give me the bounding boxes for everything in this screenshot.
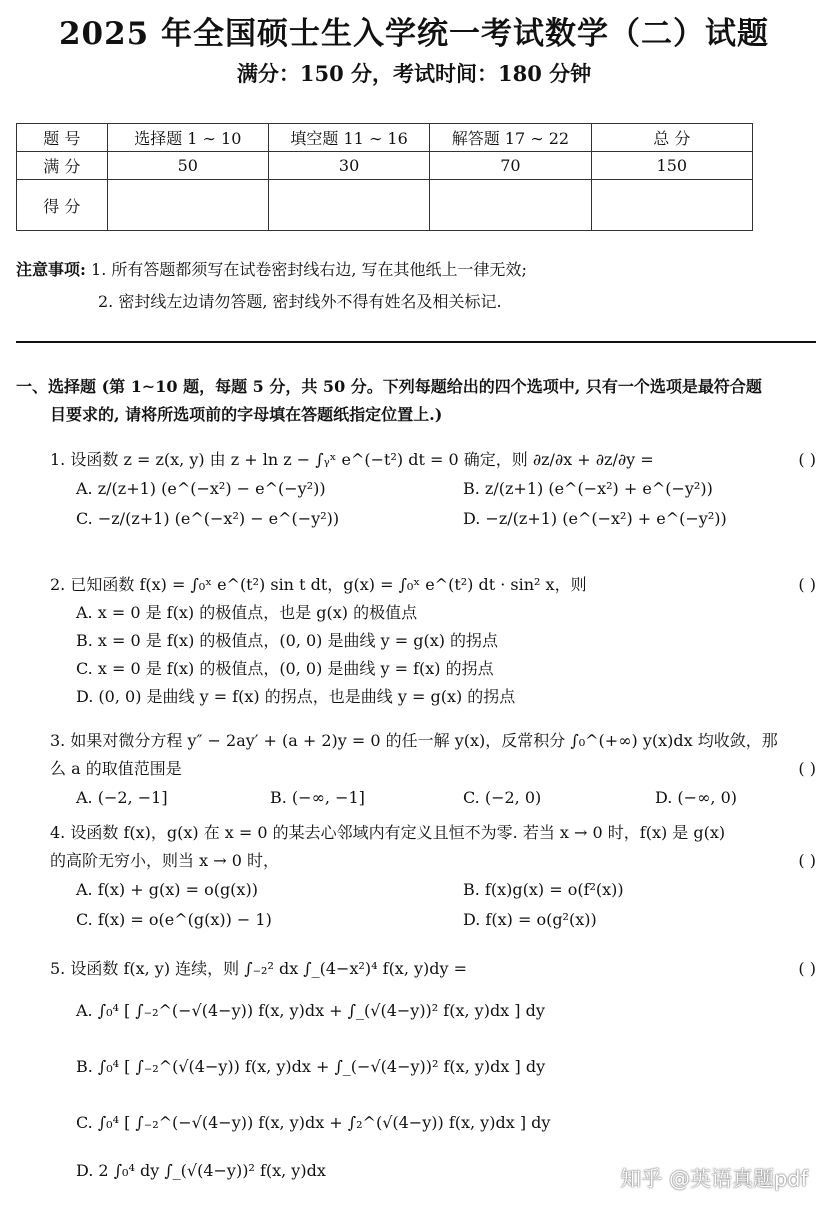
section-heading [16,373,816,429]
option-a: A. ∫₀⁴ [ ∫₋₂^(−√(4−y)) f(x, y)dx + ∫_(√(4−y))² f(x, y)dx ] dy [76,1001,545,1020]
table-header-cell: 总 分 [591,124,752,152]
note-item: 1. 所有答题都须写在试卷密封线右边, 写在其他纸上一律无效; [91,260,527,279]
option-a: A. f(x) + g(x) = o(g(x)) [76,880,258,899]
option-d: D. f(x) = o(g²(x)) [463,910,597,929]
table-header-cell: 解答题 17 ∼ 22 [430,124,591,152]
table-header-cell: 题 号 [17,124,108,152]
page-title: 2025 年全国硕士生入学统一考试数学（二）试题 [58,16,770,52]
question-text: 么 a 的取值范围是 [50,759,182,778]
option-c: C. x = 0 是 f(x) 的极值点，(0, 0) 是曲线 y = f(x) 的拐点 [76,659,494,678]
answer-paren: ( ) [798,959,816,978]
question-stem [50,571,816,599]
question-1 [50,446,816,534]
question-stem [50,847,816,875]
score-blank-cell [107,180,268,231]
watermark-text: 知乎 @英语真题pdf [620,1167,808,1191]
table-header-cell: 填空题 11 ∼ 16 [268,124,429,152]
notes-label: 注意事项: [16,260,86,279]
option-b: B. (−∞, −1] [270,788,365,807]
option-c: C. ∫₀⁴ [ ∫₋₂^(−√(4−y)) f(x, y)dx + ∫₂^(√(4−y)) f(x, y)dx ] dy [76,1113,551,1132]
section-line: 目要求的, 请将所选项前的字母填在答题纸指定位置上.) [50,405,443,424]
question-text: 4. 设函数 f(x)，g(x) 在 x = 0 的某去心邻域内有定义且恒不为零. 若当 x → 0 时，f(x) 是 g(x) [50,823,726,842]
answer-paren: ( ) [798,851,816,870]
question-5 [50,955,816,1191]
option-a: A. z/(z+1) (e^(−x²) − e^(−y²)) [76,479,326,498]
option-b: B. z/(z+1) (e^(−x²) + e^(−y²)) [463,479,713,498]
question-stem [50,819,816,847]
table-cell: 得 分 [17,180,108,231]
question-text: 1. 设函数 z = z(x, y) 由 z + ln z − ∫ᵧˣ e^(−t²) dt = 0 确定，则 ∂z/∂x + ∂z/∂y = [50,450,654,469]
option-b: B. f(x)g(x) = o(f²(x)) [463,880,624,899]
section-line: 一、选择题 (第 1∼10 题，每题 5 分，共 50 分。下列每题给出的四个选项中, 只有一个选项是最符合题 [16,377,762,396]
score-table [16,123,753,231]
table-cell: 30 [268,152,429,180]
question-stem [50,727,816,755]
options-row [50,783,816,813]
option-d: D. 2 ∫₀⁴ dy ∫_(√(4−y))² f(x, y)dx [76,1161,326,1180]
table-header-cell: 选择题 1 ∼ 10 [107,124,268,152]
question-text: 2. 已知函数 f(x) = ∫₀ˣ e^(t²) sin t dt，g(x) = ∫₀ˣ e^(t²) dt · sin² x，则 [50,575,587,594]
options-row [50,905,816,935]
question-text: 3. 如果对微分方程 y″ − 2ay′ + (a + 2)y = 0 的任一解 y(x)，反常积分 ∫₀^(+∞) y(x)dx 均收敛，那 [50,731,778,750]
options-row [50,875,816,905]
option-d: D. (0, 0) 是曲线 y = f(x) 的拐点，也是曲线 y = g(x) 的拐点 [76,687,516,706]
question-stem [50,755,816,783]
table-cell: 70 [430,152,591,180]
table-cell: 满 分 [17,152,108,180]
question-stem [50,446,816,474]
answer-paren: ( ) [798,575,816,594]
answer-paren: ( ) [798,450,816,469]
table-row [17,124,753,152]
page-subtitle: 满分：150 分，考试时间：180 分钟 [236,61,592,86]
notes-block [16,254,527,318]
option-b: B. ∫₀⁴ [ ∫₋₂^(√(4−y)) f(x, y)dx + ∫_(−√(4−y))² f(x, y)dx ] dy [76,1057,546,1076]
answer-paren: ( ) [798,759,816,778]
question-text: 的高阶无穷小，则当 x → 0 时， [50,851,279,870]
score-blank-cell [268,180,429,231]
score-blank-cell [591,180,752,231]
question-text: 5. 设函数 f(x, y) 连续，则 ∫₋₂² dx ∫_(4−x²)⁴ f(x, y)dy = [50,959,468,978]
table-cell: 150 [591,152,752,180]
question-4 [50,819,816,935]
options-row [50,474,816,504]
option-a: A. x = 0 是 f(x) 的极值点，也是 g(x) 的极值点 [76,603,418,622]
option-c: C. (−2, 0) [463,788,542,807]
option-c: C. −z/(z+1) (e^(−x²) − e^(−y²)) [76,509,340,528]
option-b: B. x = 0 是 f(x) 的极值点，(0, 0) 是曲线 y = g(x) 的拐点 [76,631,499,650]
table-row [17,180,753,231]
score-blank-cell [430,180,591,231]
option-d: D. −z/(z+1) (e^(−x²) + e^(−y²)) [463,509,727,528]
option-a: A. (−2, −1] [76,788,168,807]
note-item: 2. 密封线左边请勿答题, 密封线外不得有姓名及相关标记. [98,292,502,311]
divider [16,341,816,343]
option-c: C. f(x) = o(e^(g(x)) − 1) [76,910,272,929]
option-d: D. (−∞, 0) [655,788,737,807]
question-3 [50,727,816,813]
question-stem [50,955,816,983]
table-cell: 50 [107,152,268,180]
question-2 [50,571,816,711]
table-row [17,152,753,180]
options-row [50,504,816,534]
